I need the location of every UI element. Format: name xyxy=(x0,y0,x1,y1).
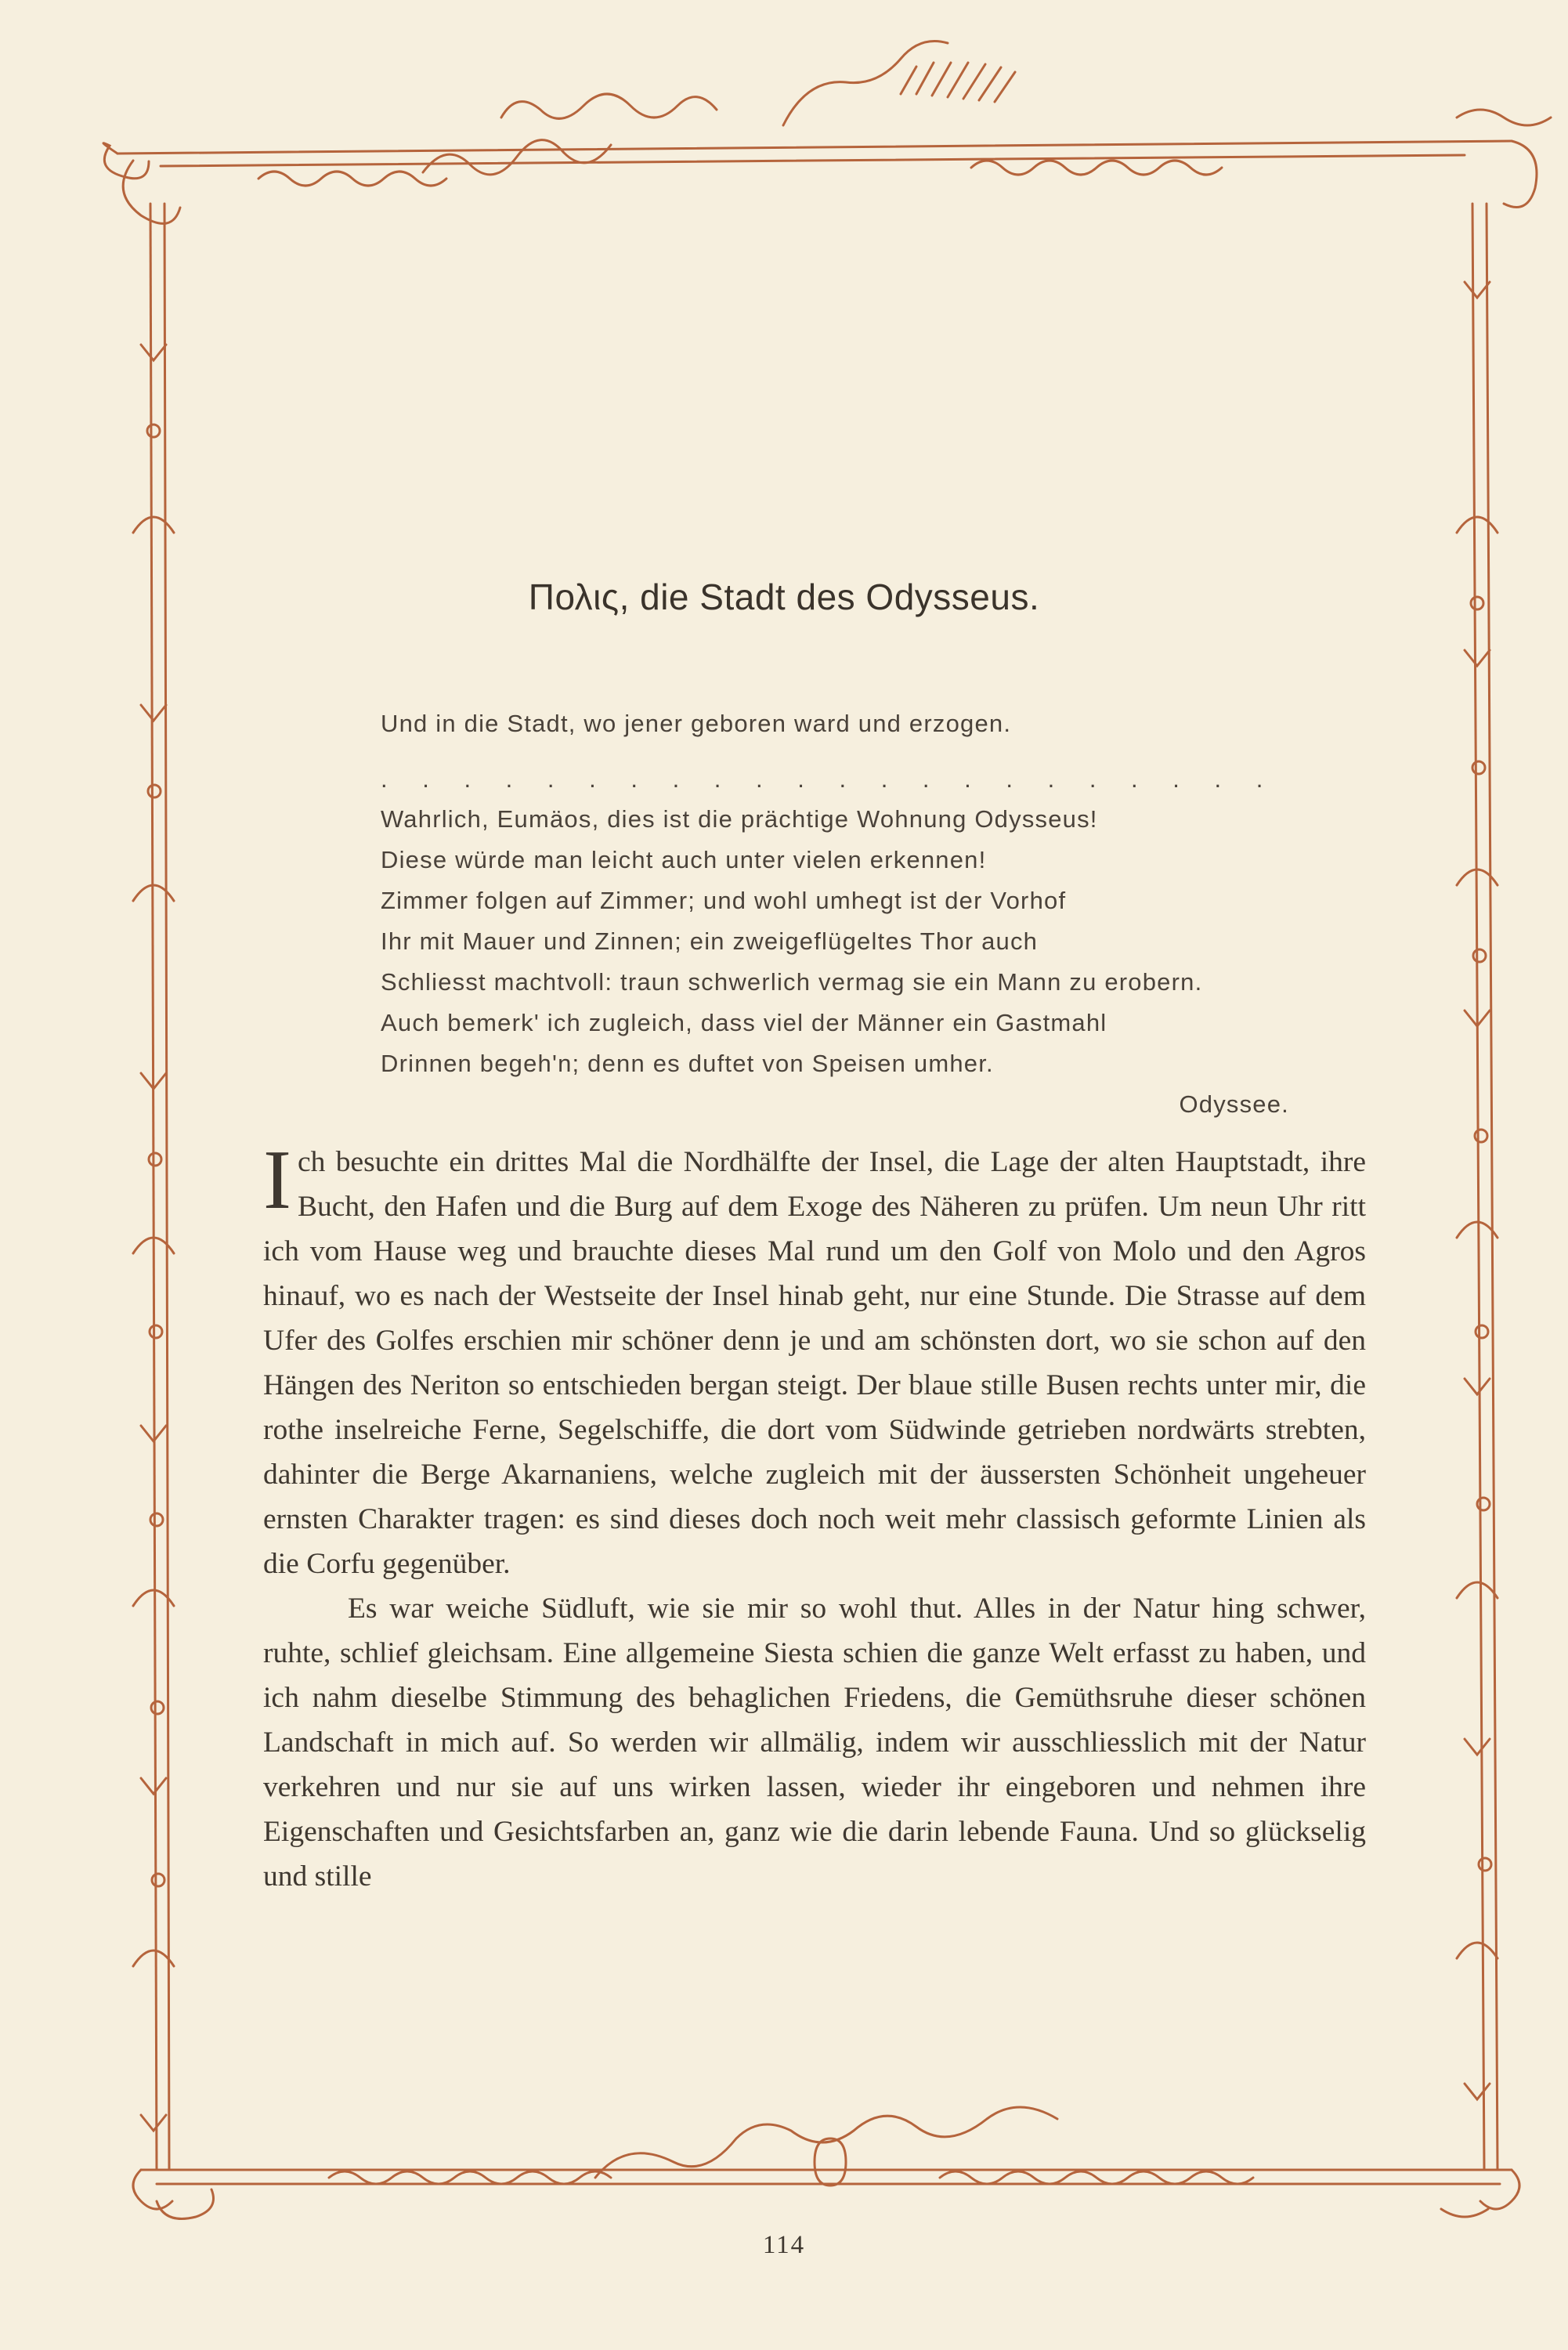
bottom-vine-left xyxy=(329,2171,611,2184)
paragraph-1 xyxy=(263,1133,1366,1586)
verse-epigraph xyxy=(381,703,1360,1125)
verse-line: Schliesst machtvoll: traun schwerlich vermag sie ein Mann zu erobern. xyxy=(381,968,1203,996)
top-rule-inner xyxy=(161,155,1465,166)
right-rule-outer xyxy=(1472,204,1484,2170)
paragraph-2: Es war weiche Südluft, wie sie mir so wohl thut. Alles in der Natur hing schwer, ruhte, schlief gleichsam. Eine allgemeine Siesta schien die ganze Welt erfasst zu haben, und ich nahm dieselbe Stimmung des behaglichen Friedens, die Gemüthsruhe dieser schönen Landschaft in mich auf. So werden wir allmälig, indem wir ausschliesslich mit der Natur verkehren und nur sie auf uns wirken lassen, wieder ihr eingeboren und nehmen ihre Eigenschaften und Gesichtsfarben an, ganz wie die darin lebende Fauna. Und so glückselig und stille xyxy=(263,1593,1366,1893)
corner-bottom-right xyxy=(1441,2170,1519,2217)
verse-ellipsis: . . . . . . . . . . . . . . . . . . . . . . xyxy=(381,765,1277,793)
top-rule-outer xyxy=(117,141,1512,154)
top-garland-left xyxy=(501,94,717,118)
verse-source: Odyssee. xyxy=(1179,1090,1289,1118)
paragraph-1-text: ch besuchte ein drittes Mal die Nordhälfte der Insel, die Lage der alten Hauptstadt, ihre Bucht, den Hafen und die Burg auf dem Exoge des Näheren zu prüfen. Um neun Uhr ritt ich vom Hause weg und brauchte dieses Mal rund um den Golf von Molo und den Agros hinauf, wo es nach der Westseite der Insel hinab geht, nur eine Stunde. Die Strasse auf dem Ufer des Golfes erschien mir schöner denn je und am schönsten dort, wo sie schon auf den Hängen des Neriton so entschieden bergan steigt. Der blaue stille Busen rechts unter mir, die rothe inselreiche Ferne, Segelschiffe, die dort vom Südwinde getrieben nordwärts strebten, dahinter die Berge Akarnaniens, welche zugleich mit der äussersten Schönheit ungeheuer ernsten Charakter tragen: es sind dieses doch noch weit mehr classisch geformte Linien als die Corfu gegenüber. xyxy=(263,1146,1366,1580)
bottom-vine-right xyxy=(940,2171,1253,2184)
verse-line: Diese würde man leicht auch unter vielen erkennen! xyxy=(381,846,987,873)
top-vine-left xyxy=(258,172,446,186)
verse-line: Zimmer folgen auf Zimmer; und wohl umhegt ist der Vorhof xyxy=(381,887,1067,914)
page-number: 114 xyxy=(762,2231,806,2259)
page-title: Πολις, die Stadt des Odysseus. xyxy=(528,577,1040,617)
verse-first-line: Und in die Stadt, wo jener geboren ward und erzogen. xyxy=(381,710,1012,737)
top-vine-right xyxy=(971,161,1222,175)
drop-cap: I xyxy=(263,1133,291,1227)
corner-top-right xyxy=(1457,110,1551,208)
verse-line: Auch bemerk' ich zugleich, dass viel der Männer ein Gastmahl xyxy=(381,1009,1107,1036)
corner-bottom-left xyxy=(133,2170,214,2219)
right-rule-inner xyxy=(1487,204,1498,2170)
verse-line: Ihr mit Mauer und Zinnen; ein zweigeflügeltes Thor auch xyxy=(381,927,1039,955)
bottom-center-scroll xyxy=(595,2107,1057,2178)
top-scroll xyxy=(423,140,611,175)
verse-line: Wahrlich, Eumäos, dies ist die prächtige Wohnung Odysseus! xyxy=(381,805,1098,833)
top-palm-frond xyxy=(901,63,1015,102)
left-rule-inner xyxy=(164,204,169,2170)
body-text xyxy=(263,1133,1366,1899)
corner-top-left xyxy=(103,143,180,224)
verse-line: Drinnen begeh'n; denn es duftet von Speisen umher. xyxy=(381,1050,994,1077)
bottom-medallion xyxy=(815,2138,846,2186)
